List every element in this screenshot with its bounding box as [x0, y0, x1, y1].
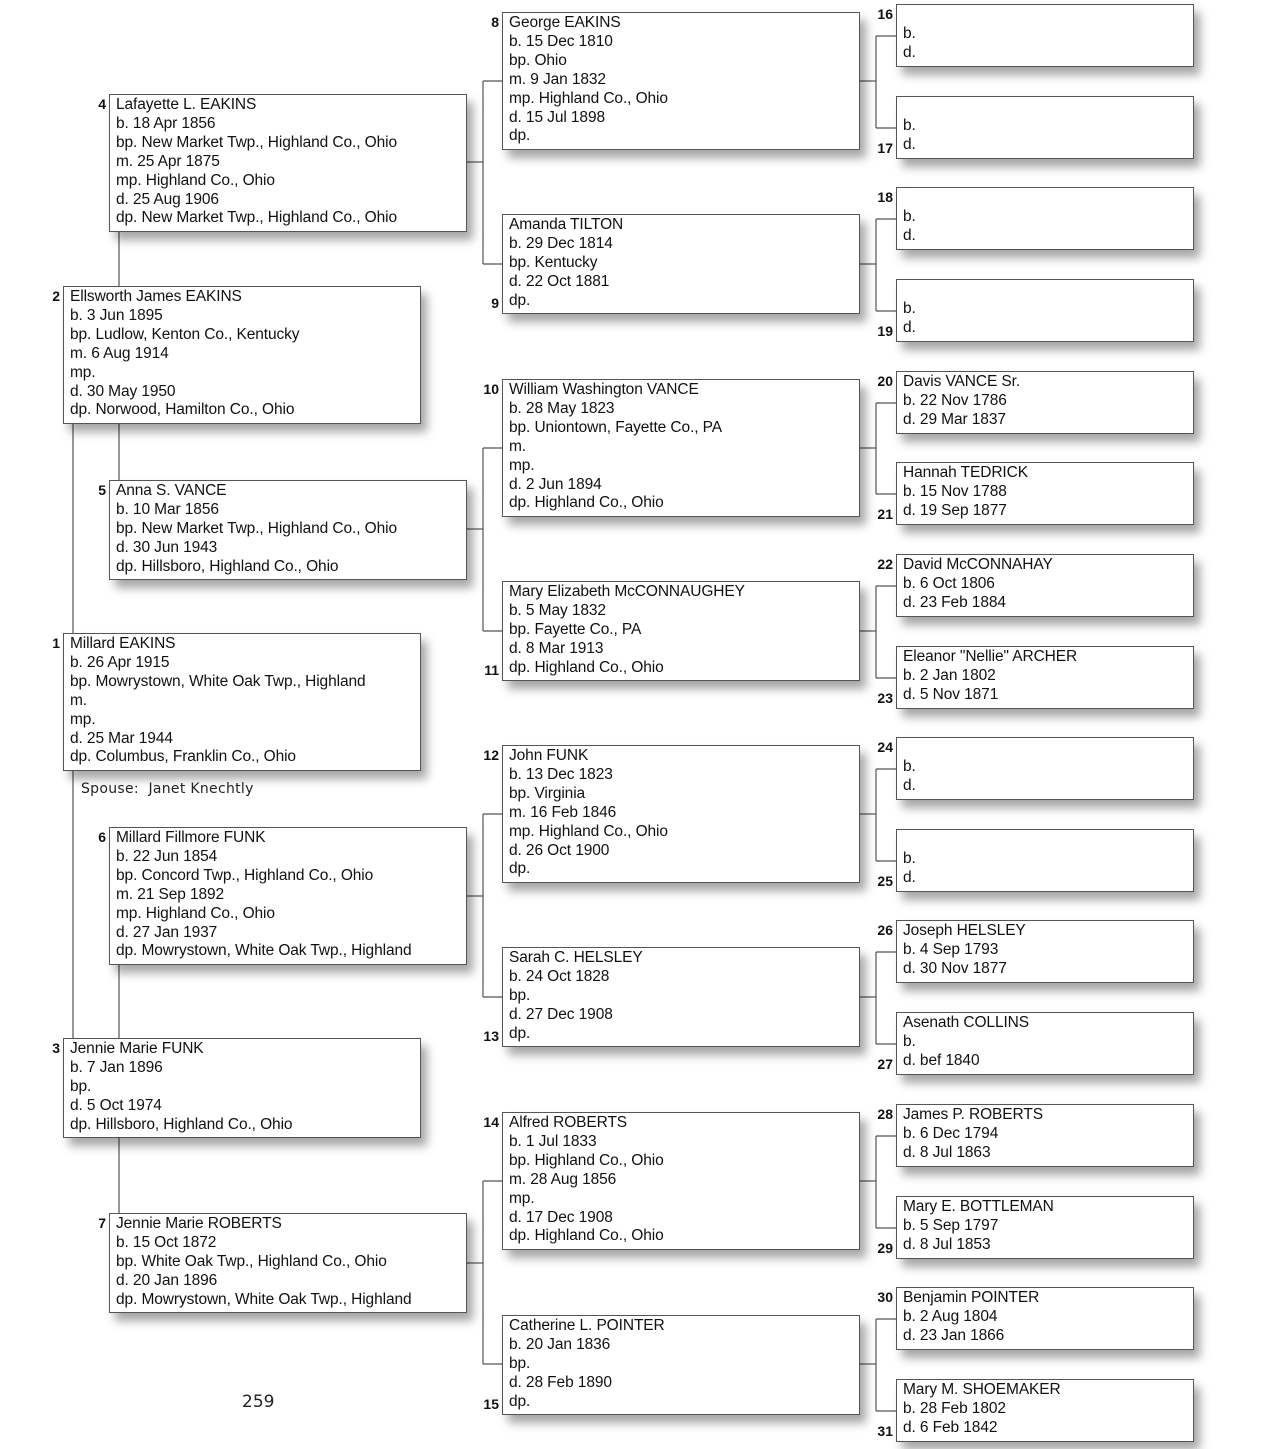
person-detail: b. 6 Oct 1806	[903, 574, 995, 592]
person-name: George EAKINS	[509, 14, 621, 31]
person-name: Alfred ROBERTS	[509, 1114, 628, 1131]
ahnentafel-number: 4	[98, 96, 106, 112]
person-detail: mp. Highland Co., Ohio	[116, 171, 275, 189]
person-detail: m. 25 Apr 1875	[116, 152, 220, 170]
person-detail: d. 17 Dec 1908	[509, 1208, 613, 1226]
ahnentafel-number: 23	[877, 690, 893, 706]
ahnentafel-number: 20	[877, 373, 893, 389]
person-box-18[interactable]	[896, 187, 1194, 250]
person-box-2[interactable]	[63, 286, 421, 424]
ahnentafel-number: 8	[491, 14, 499, 30]
person-detail: d. 28 Feb 1890	[509, 1373, 612, 1391]
person-name: Asenath COLLINS	[903, 1014, 1030, 1031]
person-detail: b. 4 Sep 1793	[903, 940, 999, 958]
person-detail: d. 2 Jun 1894	[509, 475, 602, 493]
person-box-5[interactable]	[109, 480, 467, 580]
person-detail: b. 26 Apr 1915	[70, 653, 170, 671]
person-detail: d. 19 Sep 1877	[903, 501, 1007, 519]
person-detail: mp. Highland Co., Ohio	[509, 89, 668, 107]
person-detail: b.	[903, 299, 916, 317]
ahnentafel-number: 5	[98, 482, 106, 498]
ahnentafel-number: 6	[98, 829, 106, 845]
person-detail: bp. Concord Twp., Highland Co., Ohio	[116, 866, 374, 884]
ahnentafel-number: 15	[483, 1396, 499, 1412]
person-detail: d. 20 Jan 1896	[116, 1271, 218, 1289]
ahnentafel-number: 24	[877, 739, 893, 755]
person-detail: m.	[509, 437, 527, 455]
person-detail: b. 2 Jan 1802	[903, 666, 996, 684]
person-box-16[interactable]	[896, 4, 1194, 67]
person-name: Benjamin POINTER	[903, 1289, 1040, 1306]
person-detail: dp.	[509, 1392, 531, 1410]
person-detail: bp. Uniontown, Fayette Co., PA	[509, 418, 722, 436]
ahnentafel-number: 19	[877, 323, 893, 339]
person-detail: d. 8 Jul 1853	[903, 1235, 991, 1253]
ahnentafel-number: 17	[877, 140, 893, 156]
ahnentafel-number: 27	[877, 1056, 893, 1072]
person-name	[903, 281, 1193, 300]
person-detail: d. 27 Jan 1937	[116, 923, 218, 941]
person-detail: b.	[903, 207, 916, 225]
person-detail: b.	[903, 1032, 916, 1050]
person-detail: b.	[903, 24, 916, 42]
person-detail: dp. New Market Twp., Highland Co., Ohio	[116, 209, 397, 227]
person-box-11[interactable]	[502, 581, 860, 681]
ahnentafel-number: 29	[877, 1240, 893, 1256]
person-detail: b. 5 May 1832	[509, 601, 606, 619]
person-detail: d.	[903, 226, 916, 244]
person-box-12[interactable]	[502, 745, 860, 883]
person-name: James P. ROBERTS	[903, 1106, 1043, 1123]
person-detail: bp. New Market Twp., Highland Co., Ohio	[116, 133, 397, 151]
person-box-14[interactable]	[502, 1112, 860, 1250]
person-name: Joseph HELSLEY	[903, 922, 1026, 939]
person-detail: mp.	[70, 710, 96, 728]
person-detail: b. 28 May 1823	[509, 399, 615, 417]
person-detail: b. 13 Dec 1823	[509, 765, 613, 783]
person-box-25[interactable]	[896, 829, 1194, 892]
ahnentafel-number: 1	[52, 635, 60, 651]
person-name: Davis VANCE Sr.	[903, 373, 1021, 390]
person-detail: d. bef 1840	[903, 1051, 980, 1069]
person-name: Anna S. VANCE	[116, 482, 227, 499]
person-box-20[interactable]	[896, 371, 1194, 434]
person-detail: bp. New Market Twp., Highland Co., Ohio	[116, 519, 397, 537]
person-detail: dp. Hillsboro, Highland Co., Ohio	[70, 1115, 293, 1133]
person-detail: d. 30 Jun 1943	[116, 538, 218, 556]
person-name: Sarah C. HELSLEY	[509, 949, 643, 966]
person-detail: b.	[903, 116, 916, 134]
person-detail: d.	[903, 318, 916, 336]
person-box-1[interactable]	[63, 633, 421, 771]
person-detail: b. 29 Dec 1814	[509, 234, 613, 252]
person-box-26[interactable]	[896, 920, 1194, 983]
person-detail: mp.	[509, 1189, 535, 1207]
person-detail: dp. Mowrystown, White Oak Twp., Highland	[116, 1290, 412, 1308]
person-name: Millard Fillmore FUNK	[116, 829, 266, 846]
person-box-30[interactable]	[896, 1287, 1194, 1350]
person-name: Amanda TILTON	[509, 216, 624, 233]
person-detail: b. 22 Jun 1854	[116, 847, 218, 865]
person-detail: d. 30 May 1950	[70, 382, 176, 400]
person-box-6[interactable]	[109, 827, 467, 965]
person-detail: b. 3 Jun 1895	[70, 306, 163, 324]
person-name: Hannah TEDRICK	[903, 464, 1028, 481]
person-detail: b. 20 Jan 1836	[509, 1335, 611, 1353]
person-detail: d.	[903, 135, 916, 153]
ahnentafel-number: 22	[877, 556, 893, 572]
person-detail: b. 15 Oct 1872	[116, 1233, 217, 1251]
person-detail: b. 24 Oct 1828	[509, 967, 610, 985]
person-box-3[interactable]	[63, 1038, 421, 1138]
person-box-15[interactable]	[502, 1315, 860, 1415]
person-box-28[interactable]	[896, 1104, 1194, 1167]
person-detail: bp.	[509, 1354, 531, 1372]
person-name: Mary E. BOTTLEMAN	[903, 1198, 1054, 1215]
person-detail: dp.	[509, 291, 531, 309]
person-detail: d. 27 Dec 1908	[509, 1005, 613, 1023]
person-box-31[interactable]	[896, 1379, 1194, 1442]
person-box-8[interactable]	[502, 12, 860, 150]
person-detail: b. 5 Sep 1797	[903, 1216, 999, 1234]
person-detail: bp.	[70, 1077, 92, 1095]
person-detail: b.	[903, 849, 916, 867]
person-box-13[interactable]	[502, 947, 860, 1047]
ahnentafel-number: 31	[877, 1423, 893, 1439]
person-box-21[interactable]	[896, 462, 1194, 525]
person-name: Mary Elizabeth McCONNAUGHEY	[509, 583, 745, 600]
person-name	[903, 739, 1193, 758]
person-detail: m. 16 Feb 1846	[509, 803, 617, 821]
person-name: Jennie Marie ROBERTS	[116, 1215, 282, 1232]
person-detail: b. 15 Dec 1810	[509, 32, 613, 50]
person-detail: b. 18 Apr 1856	[116, 114, 216, 132]
person-detail: d.	[903, 43, 916, 61]
person-detail: m.	[70, 691, 88, 709]
person-name	[903, 831, 1193, 850]
person-detail: dp. Highland Co., Ohio	[509, 658, 664, 676]
page-number: 259	[242, 1392, 275, 1412]
ahnentafel-number: 26	[877, 922, 893, 938]
person-detail: b. 2 Aug 1804	[903, 1307, 998, 1325]
person-detail: m. 21 Sep 1892	[116, 885, 225, 903]
person-detail: dp.	[509, 860, 531, 878]
person-box-22[interactable]	[896, 554, 1194, 617]
ahnentafel-number: 18	[877, 189, 893, 205]
person-detail: d. 30 Nov 1877	[903, 959, 1007, 977]
person-detail: bp. Kentucky	[509, 253, 598, 271]
person-name	[903, 98, 1193, 117]
person-detail: d. 23 Feb 1884	[903, 593, 1006, 611]
person-detail: b. 15 Nov 1788	[903, 482, 1007, 500]
person-box-29[interactable]	[896, 1196, 1194, 1259]
person-detail: dp. Highland Co., Ohio	[509, 1227, 664, 1245]
person-detail: mp. Highland Co., Ohio	[509, 822, 668, 840]
person-box-24[interactable]	[896, 737, 1194, 800]
person-detail: d. 25 Aug 1906	[116, 190, 219, 208]
person-detail: m. 6 Aug 1914	[70, 344, 169, 362]
ahnentafel-number: 25	[877, 873, 893, 889]
person-name: Millard EAKINS	[70, 635, 176, 652]
person-detail: d. 26 Oct 1900	[509, 841, 610, 859]
ahnentafel-number: 2	[52, 288, 60, 304]
person-name: Jennie Marie FUNK	[70, 1040, 204, 1057]
person-box-17[interactable]	[896, 96, 1194, 159]
person-detail: dp. Mowrystown, White Oak Twp., Highland	[116, 942, 412, 960]
person-detail: b. 1 Jul 1833	[509, 1132, 597, 1150]
person-box-19[interactable]	[896, 279, 1194, 342]
person-name	[903, 6, 1193, 25]
person-detail: d. 6 Feb 1842	[903, 1418, 998, 1436]
person-name: Lafayette L. EAKINS	[116, 96, 257, 113]
person-detail: bp. Ohio	[509, 51, 567, 69]
person-box-10[interactable]	[502, 379, 860, 517]
person-name: David McCONNAHAY	[903, 556, 1053, 573]
person-detail: d. 25 Mar 1944	[70, 729, 173, 747]
person-detail: dp.	[509, 127, 531, 145]
person-detail: mp.	[509, 456, 535, 474]
person-name: John FUNK	[509, 747, 589, 764]
person-detail: d. 8 Jul 1863	[903, 1143, 991, 1161]
person-detail: d. 22 Oct 1881	[509, 272, 610, 290]
person-detail: dp. Hillsboro, Highland Co., Ohio	[116, 557, 339, 575]
ahnentafel-number: 13	[483, 1028, 499, 1044]
person-detail: b. 28 Feb 1802	[903, 1399, 1006, 1417]
person-detail: mp. Highland Co., Ohio	[116, 904, 275, 922]
person-detail: b. 10 Mar 1856	[116, 500, 219, 518]
ahnentafel-number: 21	[877, 506, 893, 522]
person-name	[903, 189, 1193, 208]
person-detail: b.	[903, 757, 916, 775]
person-detail: d. 23 Jan 1866	[903, 1326, 1005, 1344]
person-detail: d.	[903, 776, 916, 794]
person-name: Eleanor "Nellie" ARCHER	[903, 648, 1078, 665]
person-detail: bp. Fayette Co., PA	[509, 620, 642, 638]
person-detail: d. 15 Jul 1898	[509, 108, 605, 126]
person-detail: dp. Highland Co., Ohio	[509, 494, 664, 512]
person-box-9[interactable]	[502, 214, 860, 314]
person-detail: dp. Columbus, Franklin Co., Ohio	[70, 748, 296, 766]
person-box-4[interactable]	[109, 94, 467, 232]
person-detail: m. 28 Aug 1856	[509, 1170, 617, 1188]
person-detail: d. 8 Mar 1913	[509, 639, 604, 657]
person-detail: m. 9 Jan 1832	[509, 70, 606, 88]
person-detail: d. 5 Nov 1871	[903, 685, 999, 703]
person-detail: b. 22 Nov 1786	[903, 391, 1007, 409]
ahnentafel-number: 10	[483, 381, 499, 397]
spouse-note	[81, 781, 254, 797]
person-box-23[interactable]	[896, 646, 1194, 709]
ahnentafel-number: 12	[483, 747, 499, 763]
person-name: Ellsworth James EAKINS	[70, 288, 242, 305]
person-detail: bp. White Oak Twp., Highland Co., Ohio	[116, 1252, 387, 1270]
person-detail: dp.	[509, 1024, 531, 1042]
person-detail: b. 6 Dec 1794	[903, 1124, 999, 1142]
person-detail: d.	[903, 868, 916, 886]
ahnentafel-number: 11	[484, 662, 499, 678]
person-detail: bp. Highland Co., Ohio	[509, 1151, 664, 1169]
ahnentafel-number: 28	[877, 1106, 893, 1122]
person-detail: mp.	[70, 363, 96, 381]
spouse-label: Spouse:	[81, 781, 139, 797]
person-box-7[interactable]	[109, 1213, 467, 1313]
person-box-27[interactable]	[896, 1012, 1194, 1075]
person-detail: dp. Norwood, Hamilton Co., Ohio	[70, 401, 295, 419]
person-detail: d. 29 Mar 1837	[903, 410, 1006, 428]
ahnentafel-number: 14	[483, 1114, 499, 1130]
ahnentafel-number: 30	[877, 1289, 893, 1305]
person-name: Catherine L. POINTER	[509, 1317, 665, 1334]
ahnentafel-number: 3	[52, 1040, 60, 1056]
person-name: William Washington VANCE	[509, 381, 699, 398]
person-detail: b. 7 Jan 1896	[70, 1058, 163, 1076]
person-detail: bp. Virginia	[509, 784, 586, 802]
ahnentafel-number: 16	[877, 6, 893, 22]
spouse-name: Janet Knechtly	[148, 781, 254, 797]
person-detail: bp.	[509, 986, 531, 1004]
person-detail: bp. Ludlow, Kenton Co., Kentucky	[70, 325, 300, 343]
person-detail: d. 5 Oct 1974	[70, 1096, 162, 1114]
ahnentafel-number: 9	[491, 295, 499, 311]
person-name: Mary M. SHOEMAKER	[903, 1381, 1061, 1398]
ahnentafel-number: 7	[98, 1215, 106, 1231]
person-detail: bp. Mowrystown, White Oak Twp., Highland	[70, 672, 366, 690]
